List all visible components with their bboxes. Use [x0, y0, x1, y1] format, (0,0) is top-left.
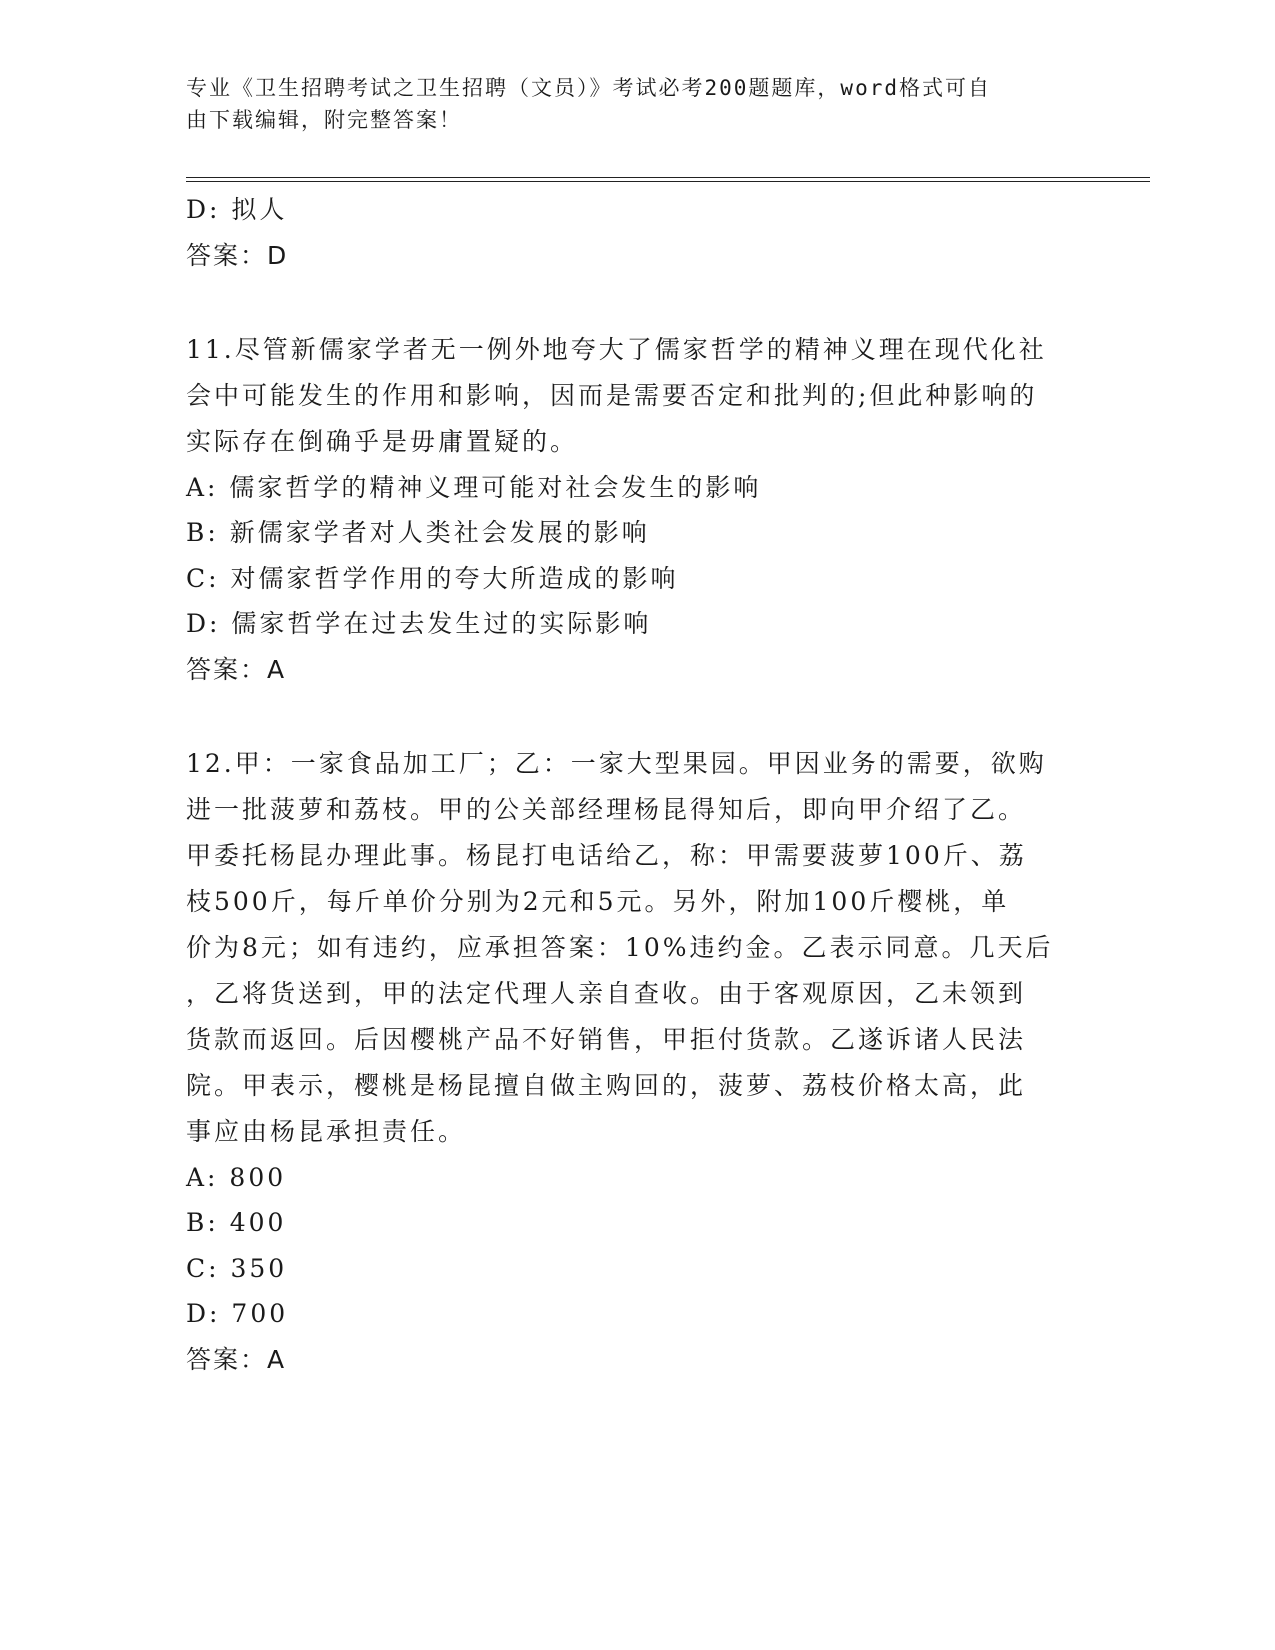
question-12-stem-line: 枝500斤，每斤单价分别为2元和5元。另外，附加100斤樱桃，单: [186, 886, 1010, 916]
question-12-answer: 答案：A: [186, 1344, 287, 1374]
question-12-option-d: D: 700: [186, 1299, 289, 1328]
header-line-1: 专业《卫生招聘考试之卫生招聘（文员）》考试必考200题题库，word格式可自: [186, 76, 991, 100]
question-11-option-d: D: 儒家哲学在过去发生过的实际影响: [186, 609, 652, 638]
spacer: [186, 693, 1086, 741]
question-12-stem-line: 院。甲表示，樱桃是杨昆擅自做主购回的，菠萝、荔枝价格太高，此: [186, 1070, 1027, 1100]
document-body: [186, 187, 1086, 1383]
prev-question-answer: 答案：D: [186, 240, 289, 270]
header-divider-bottom: [186, 181, 1150, 182]
question-12-stem-line: 价为8元；如有违约，应承担答案：10%违约金。乙表示同意。几天后: [186, 932, 1054, 962]
header-line-2: 由下载编辑，附完整答案！: [186, 108, 462, 132]
question-12-option-b: B: 400: [186, 1208, 287, 1237]
question-12-stem: [186, 741, 1066, 1155]
prev-question-option-d: D: 拟人: [186, 195, 288, 224]
question-11-option-b: B: 新儒家学者对人类社会发展的影响: [186, 518, 650, 547]
question-12-option-c: C: 350: [186, 1253, 288, 1283]
spacer: [186, 279, 1086, 327]
question-12-stem-line: 12.甲：一家食品加工厂；乙：一家大型果园。甲因业务的需要，欲购: [186, 748, 1047, 778]
header-divider-top: [186, 177, 1150, 178]
question-11-stem: [186, 327, 1066, 465]
question-11-stem-line: 会中可能发生的作用和影响，因而是需要否定和批判的;但此种影响的: [186, 380, 1038, 410]
question-12-stem-line: 甲委托杨昆办理此事。杨昆打电话给乙，称：甲需要菠萝100斤、荔: [186, 840, 1027, 870]
question-11-answer: 答案：A: [186, 654, 287, 684]
question-11-option-c: C: 对儒家哲学作用的夸大所造成的影响: [186, 563, 679, 593]
question-12-stem-line: 进一批菠萝和荔枝。甲的公关部经理杨昆得知后，即向甲介绍了乙。: [186, 794, 1027, 824]
question-12-stem-line: 货款而返回。后因樱桃产品不好销售，甲拒付货款。乙遂诉诸人民法: [186, 1024, 1027, 1054]
question-11-stem-line: 11.尽管新儒家学者无一例外地夸大了儒家哲学的精神义理在现代化社: [186, 334, 1047, 364]
question-11-option-a: A: 儒家哲学的精神义理可能对社会发生的影响: [186, 472, 762, 502]
question-12-option-a: A: 800: [186, 1162, 287, 1192]
document-header: [186, 72, 1066, 136]
question-12-stem-line: ，乙将货送到，甲的法定代理人亲自查收。由于客观原因，乙未领到: [186, 978, 1027, 1008]
question-11-stem-line: 实际存在倒确乎是毋庸置疑的。: [186, 426, 579, 456]
question-12-stem-line: 事应由杨昆承担责任。: [186, 1116, 467, 1146]
